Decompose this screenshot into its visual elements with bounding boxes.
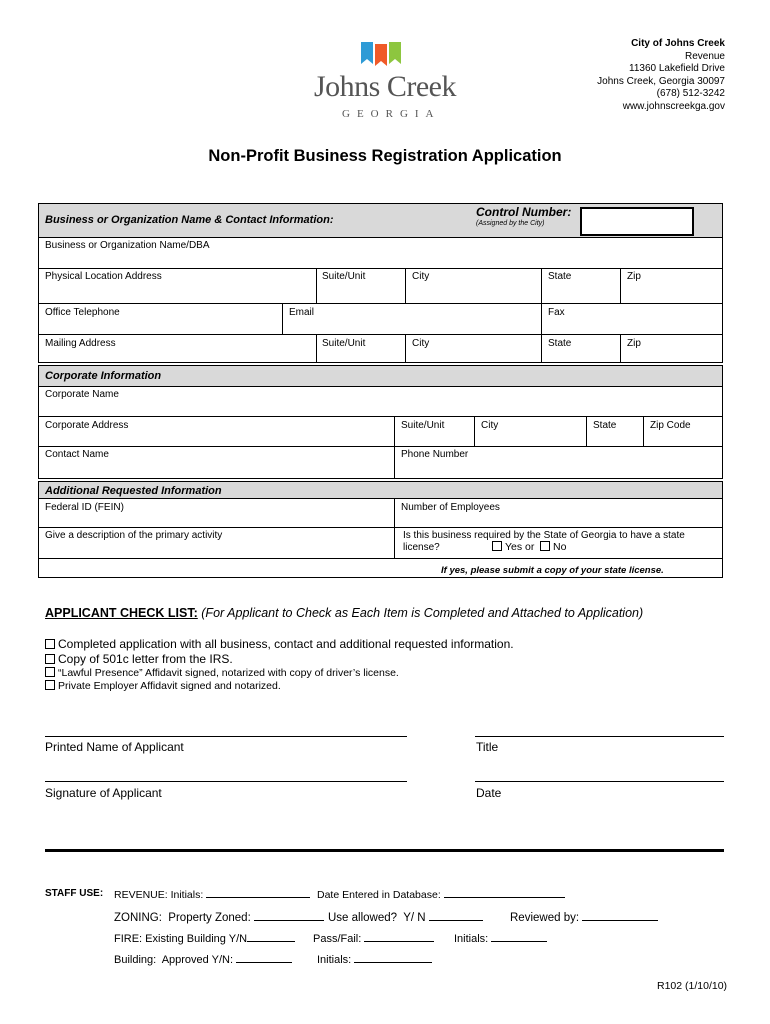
corp-state-label: State xyxy=(593,420,617,431)
page-title: Non-Profit Business Registration Application xyxy=(208,147,562,165)
corp-suite-label: Suite/Unit xyxy=(401,420,445,431)
phone-number-label: Phone Number xyxy=(401,449,469,460)
mailing-suite-label: Suite/Unit xyxy=(322,338,366,349)
fire-initials-label: Initials: xyxy=(454,933,492,945)
city-state-zip: Johns Creek, Georgia 30097 xyxy=(597,75,725,87)
use-allowed-field[interactable] xyxy=(429,911,483,921)
revenue-initials-field[interactable] xyxy=(206,888,310,898)
fire-initials-row xyxy=(454,932,547,945)
fire-label: FIRE: Existing Building Y/N xyxy=(114,933,248,945)
reviewed-label: Reviewed by: xyxy=(510,912,583,924)
contact-name-label: Contact Name xyxy=(45,449,109,460)
mailing-state-label: State xyxy=(548,338,572,349)
fire-initials-field[interactable] xyxy=(491,932,547,942)
employees-label: Number of Employees xyxy=(401,502,500,513)
physical-address-label: Physical Location Address xyxy=(45,271,162,282)
item-checkbox[interactable] xyxy=(45,639,55,649)
mailing-address-label: Mailing Address xyxy=(45,338,116,349)
zip-label: Zip xyxy=(627,271,641,282)
corp-city-label: City xyxy=(481,420,499,431)
date-entered-label: Date Entered in Database: xyxy=(317,889,444,901)
office-telephone-label: Office Telephone xyxy=(45,307,120,318)
yes-checkbox[interactable] xyxy=(492,541,502,551)
zoning-label: ZONING: Property Zoned: xyxy=(114,912,254,924)
business-name-label: Business or Organization Name/DBA xyxy=(45,240,210,251)
control-number-label: Control Number: xyxy=(476,205,572,219)
fax-label: Fax xyxy=(548,307,565,318)
signature-label: Signature of Applicant xyxy=(45,786,162,800)
date-line[interactable] xyxy=(475,781,724,782)
item-label: Copy of 501c letter from the IRS. xyxy=(58,652,233,666)
divider xyxy=(45,849,724,852)
email-label: Email xyxy=(289,307,315,318)
building-initials-row xyxy=(317,953,432,966)
suite-label: Suite/Unit xyxy=(322,271,366,282)
corp-zip-label: Zip Code xyxy=(650,420,691,431)
zoning-row xyxy=(114,911,324,924)
section-heading-additional: Additional Requested Information xyxy=(45,485,222,497)
street-address: 11360 Lakefield Drive xyxy=(629,63,725,74)
control-number-note: (Assigned by the City) xyxy=(476,220,545,227)
license-question-cont: license? xyxy=(403,542,440,553)
no-label: No xyxy=(553,541,567,553)
property-zoned-field[interactable] xyxy=(254,911,324,921)
passfail-label: Pass/Fail: xyxy=(313,933,365,945)
printed-name-label: Printed Name of Applicant xyxy=(45,740,184,754)
fire-row xyxy=(114,932,295,945)
fire-building-field[interactable] xyxy=(247,932,295,942)
no-checkbox[interactable] xyxy=(540,541,550,551)
license-note: If yes, please submit a copy of your state license. xyxy=(441,565,664,576)
control-number-field[interactable] xyxy=(580,207,694,236)
license-question: Is this business required by the State of Georgia to have a state xyxy=(403,530,685,541)
checklist-item[interactable] xyxy=(45,652,233,666)
reviewed-row xyxy=(510,911,658,924)
building-row xyxy=(114,953,292,966)
state-label: State xyxy=(548,271,572,282)
signature-line[interactable] xyxy=(45,781,407,782)
building-initials-label: Initials: xyxy=(317,954,355,966)
revenue-initials xyxy=(114,888,310,901)
form-code: R102 (1/10/10) xyxy=(657,980,728,992)
date-entered xyxy=(317,888,565,901)
date-entered-field[interactable] xyxy=(444,888,565,898)
item-label: Completed application with all business, contact and additional requested information. xyxy=(58,637,514,651)
mailing-zip-label: Zip xyxy=(627,338,641,349)
checklist-item[interactable] xyxy=(45,680,281,692)
corporate-name-label: Corporate Name xyxy=(45,389,119,400)
city-address-block xyxy=(597,38,725,113)
checklist-heading: APPLICANT CHECK LIST: xyxy=(45,606,198,620)
item-checkbox[interactable] xyxy=(45,680,55,690)
passfail-field[interactable] xyxy=(364,932,434,942)
building-approved-field[interactable] xyxy=(236,953,292,963)
title-line[interactable] xyxy=(475,736,724,737)
reviewed-by-field[interactable] xyxy=(582,911,658,921)
title-label: Title xyxy=(476,740,499,754)
website: www.johnscreekga.gov xyxy=(622,100,725,112)
item-label: “Lawful Presence” Affidavit signed, notarized with copy of driver’s license. xyxy=(58,667,399,679)
logo-subtext: GEORGIA xyxy=(342,108,441,120)
building-initials-field[interactable] xyxy=(354,953,432,963)
mailing-city-label: City xyxy=(412,338,430,349)
use-allowed-label: Use allowed? Y/ N xyxy=(328,912,429,924)
logo-text: Johns Creek xyxy=(314,70,456,103)
description-label: Give a description of the primary activity xyxy=(45,530,223,541)
building-label: Building: Approved Y/N: xyxy=(114,954,237,966)
city-label: City xyxy=(412,271,430,282)
printed-name-line[interactable] xyxy=(45,736,407,737)
dept-name: Revenue xyxy=(684,50,725,62)
org-name: City of Johns Creek xyxy=(631,38,725,49)
section-heading-business: Business or Organization Name & Contact Information: xyxy=(45,214,334,226)
checklist-heading-row xyxy=(45,606,643,620)
checklist-item[interactable] xyxy=(45,637,514,651)
license-no-option[interactable] xyxy=(540,541,566,553)
corporate-address-label: Corporate Address xyxy=(45,420,129,431)
yes-label: Yes or xyxy=(505,541,535,553)
checklist-item[interactable] xyxy=(45,667,399,679)
phone-number: (678) 512-3242 xyxy=(656,88,725,99)
item-label: Private Employer Affidavit signed and notarized. xyxy=(58,680,281,692)
item-checkbox[interactable] xyxy=(45,667,55,677)
staff-use-label: STAFF USE: xyxy=(45,888,104,899)
city-logo xyxy=(310,40,460,122)
checklist-subheading: (For Applicant to Check as Each Item is Completed and Attached to Application) xyxy=(201,606,644,620)
item-checkbox[interactable] xyxy=(45,654,55,664)
revenue-initials-label: REVENUE: Initials: xyxy=(114,889,207,901)
fein-label: Federal ID (FEIN) xyxy=(45,502,124,513)
section-heading-corporate: Corporate Information xyxy=(45,370,162,382)
passfail-row xyxy=(313,932,434,945)
date-label: Date xyxy=(476,786,502,800)
license-yes-option[interactable] xyxy=(492,541,534,553)
use-allowed-row xyxy=(328,911,483,924)
